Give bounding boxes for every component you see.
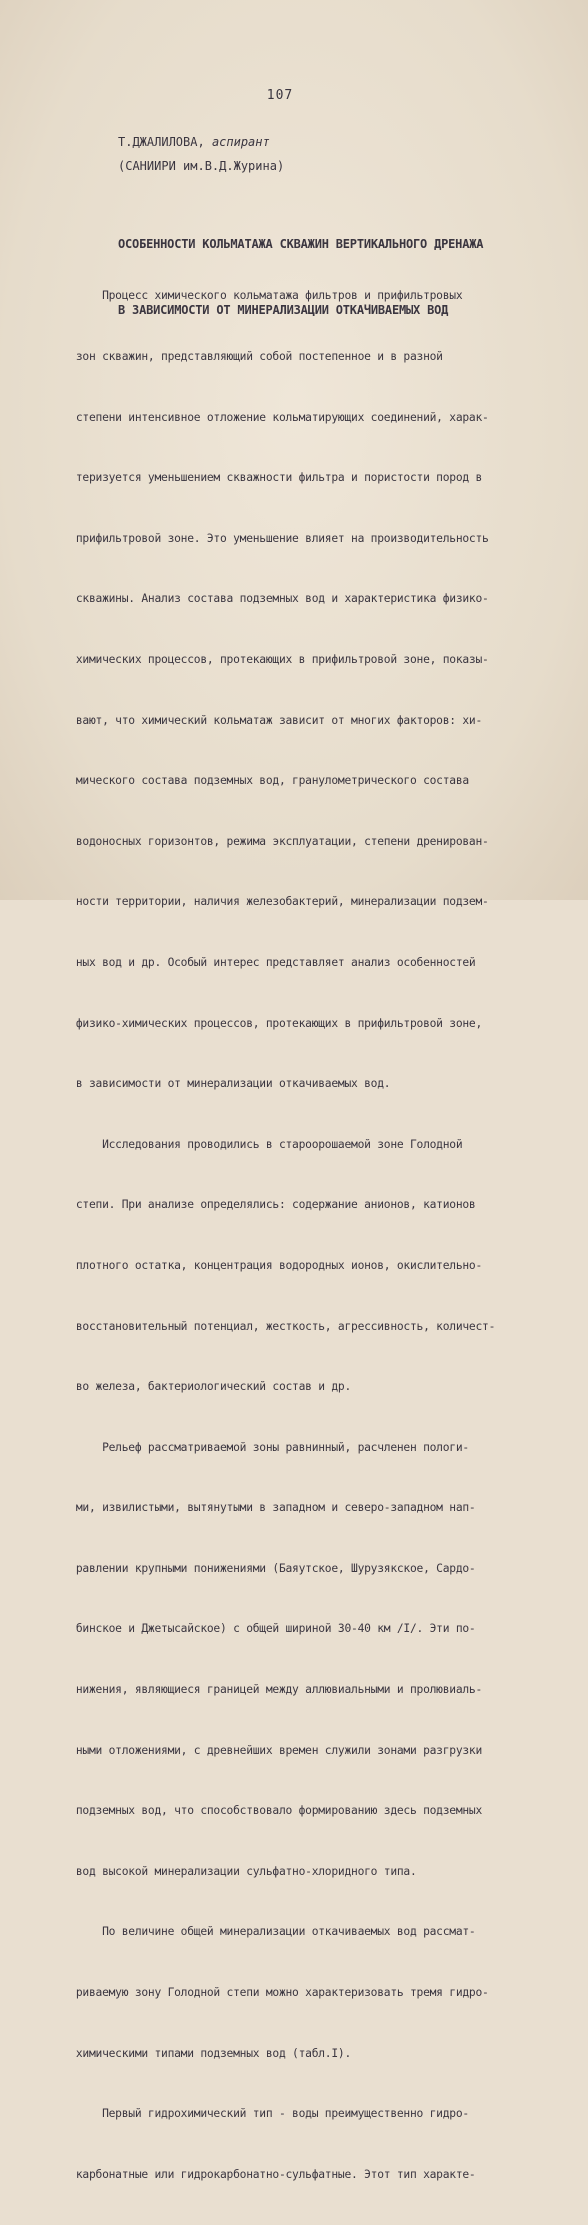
body-line: вод высокой минерализации сульфатно-хлоридного типа.: [30, 1864, 417, 1878]
body-line: ми, извилистыми, вытянутыми в западном и северо-западном нап-: [30, 1501, 476, 1515]
body-line: степи. При анализе определялись: содержание анионов, катионов: [30, 1198, 476, 1212]
title-line: В ЗАВИСИМОСТИ ОТ МИНЕРАЛИЗАЦИИ ОТКАЧИВАЕМЫХ ВОД: [118, 303, 449, 318]
body-line: мического состава подземных вод, гранулометрического состава: [30, 774, 469, 788]
body-line: Процесс химического кольматажа фильтров и прифильтровых: [30, 289, 463, 303]
body-line: ными отложениями, с древнейших времен служили зонами разгрузки: [30, 1743, 483, 1757]
author-role: аспирант: [211, 135, 270, 149]
body-line: Первый гидрохимический тип - воды преимущественно гидро-: [30, 2107, 469, 2121]
body-line: карбонатные или гидрокарбонатно-сульфатные. Этот тип характе-: [30, 2167, 476, 2181]
body-line: зон скважин, представляющий собой постепенное и в разной: [30, 350, 443, 363]
body-line: риваемую зону Голодной степи можно характеризовать тремя гидро-: [30, 1986, 489, 2000]
body-line: равлении крупными понижениями (Баяутское, Шурузякское, Сардо-: [30, 1561, 476, 1575]
body-line: плотного остатка, концентрация водородных ионов, окислительно-: [30, 1258, 483, 1272]
body-line: степени интенсивное отложение кольматирующих соединений, харак-: [30, 410, 489, 424]
body-line: физико-химических процессов, протекающих в прифильтровой зоне,: [30, 1016, 483, 1030]
author-name: Т.ДЖАЛИЛОВА,: [118, 135, 205, 149]
body-line: восстановительный потенциал, жесткость, агрессивность, количест-: [30, 1319, 496, 1333]
body-line: водоносных горизонтов, режима эксплуатации, степени дренирован-: [30, 834, 489, 848]
author-line: [118, 135, 270, 149]
article-body: [30, 246, 560, 2225]
body-line: бинское и Джетысайское) с общей шириной 30-40 км /I/. Эти по-: [30, 1622, 476, 1636]
body-line: в зависимости от минерализации откачиваемых вод.: [30, 1077, 391, 1091]
body-line: Рельеф рассматриваемой зоны равнинный, расчленен пологи-: [30, 1440, 469, 1454]
body-line: химических процессов, протекающих в прифильтровой зоне, показы-: [30, 652, 489, 666]
body-line: Исследования проводились в староорошаемой зоне Голодной: [30, 1137, 463, 1151]
author-affiliation: (САНИИРИ им.В.Д.Журина): [118, 159, 285, 173]
body-line: химическими типами подземных вод (табл.I).: [30, 2046, 352, 2060]
body-line: По величине общей минерализации откачиваемых вод рассмат-: [30, 1925, 476, 1939]
body-line: ности территории, наличия железобактерий, минерализации подзем-: [30, 895, 489, 909]
page-number: 107: [266, 88, 294, 103]
body-line: скважины. Анализ состава подземных вод и характеристика физико-: [30, 592, 489, 606]
body-line: теризуется уменьшением скважности фильтра и пористости пород в: [30, 471, 483, 485]
body-line: прифильтровой зоне. Это уменьшение влияет на производительность: [30, 531, 489, 545]
title-line: ОСОБЕННОСТИ КОЛЬМАТАЖА СКВАЖИН ВЕРТИКАЛЬНОГО ДРЕНАЖА: [118, 237, 484, 251]
body-line: вают, что химический кольматаж зависит от многих факторов: хи-: [30, 713, 483, 727]
body-line: ных вод и др. Особый интерес представляет анализ особенностей: [30, 955, 476, 969]
body-line: подземных вод, что способствовало формированию здесь подземных: [30, 1804, 483, 1818]
body-line: во железа, бактериологический состав и др.: [30, 1380, 352, 1394]
body-line: нижения, являющиеся границей между аллювиальными и пролювиаль-: [30, 1683, 483, 1697]
